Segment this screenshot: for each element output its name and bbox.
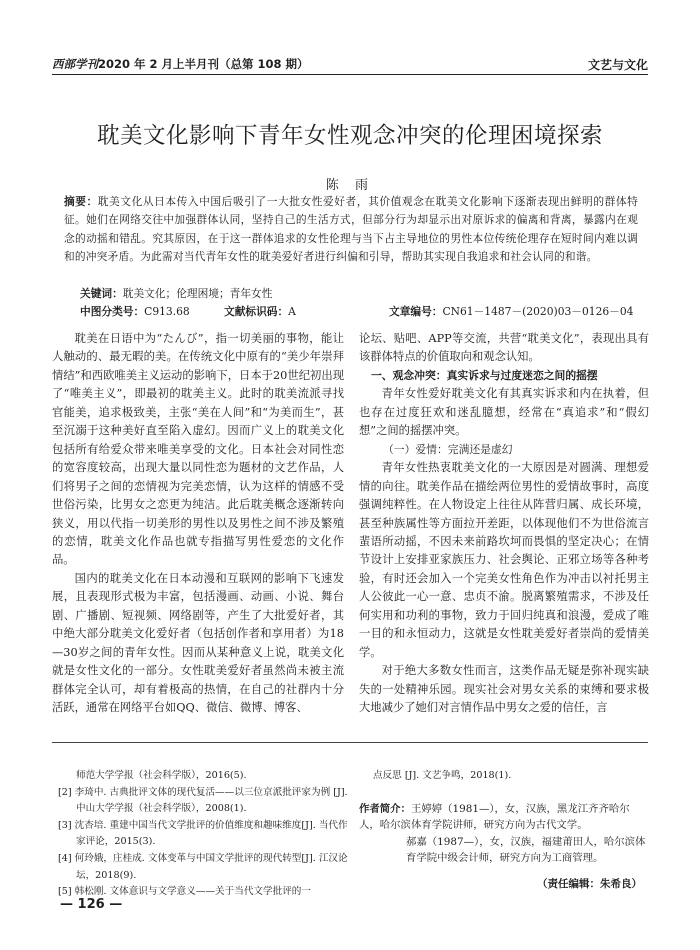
article-author: 陈 雨 — [325, 178, 375, 193]
clc-label: 中图分类号： — [80, 305, 145, 318]
keywords — [80, 286, 272, 301]
body-paragraph: 对于绝大多数女性而言，这类作品无疑是弥补现实缺失的一处精神乐园。现实社会对男女关系的束缚和要求极大地减少了她们对言情作品中男女之爱的信任，言 — [359, 664, 649, 715]
issue-info: 2020 年 2 月上半月刊（总第 108 期） — [98, 57, 309, 71]
article-no-value: CN61－1487－(2020)03－0126－04 — [442, 305, 634, 318]
body-paragraph: 耽美在日语中为“たんび”，指一切美丽的事物，能让人触动的、最无暇的美。在传统文化中原有的“美少年崇拜情结”和西欧唯美主义运动的影响下，日本于20世纪初出现了“唯美主义”，即最初的耽美主义。此时的耽美流派寻找官能美，追求极致美，主张“美在人间”和“为美而生”，甚至沉溺于这种美好直至陷入虚幻。因而广义上的耽美文化包括所有给爱众带来唯美享受的文化。日本社会对同性恋的宽容度较高，出现大量以同性恋为题材的文艺作品，人们将男子之间的恋情视为完美恋情，认为这样的情感不受世俗污染，比男女之恋更为纯洁。此后耽美概念逐渐转向狭义，用以代指一切美形的男性以及男性之间不涉及繁殖的恋情，耽美文化作品也就专指描写男性爱恋的文化作品。 — [52, 332, 344, 567]
clc-value: C913.68 — [144, 305, 190, 318]
bio-label: 作者简介： — [359, 803, 411, 815]
abstract-text: 耽美文化从日本传入中国后吸引了一大批女性爱好者，其价值观念在耽美文化影响下逐渐表现出鲜明的群体特征。她们在网络交往中加强群体认同，坚持自己的生活方式，但部分行为却显示出对原诉求的偏离和背离，暴露内在观念的动摇和错乱。究其原因，在于这一群体追求的女性伦理与当下占主导地位的男性本位传统伦理存在短时间内难以调和的冲突矛盾。为此需对当代青年女性的耽美爱好者进行纠偏和引导，帮助其实现自我追求和社会认同的和谐。 — [64, 195, 638, 264]
reference-item: [2] 李琦中. 古典批评文体的现代复活——以三位京派批评家为例 [J]. 中山大学学报（社会科学版），2008(1). — [58, 786, 348, 815]
running-header — [52, 56, 309, 72]
reference-item: [3] 沈杏培. 重建中国当代文学批评的价值维度和趣味维度[J]. 当代作家评论，2015(3). — [58, 819, 348, 848]
abstract — [64, 193, 638, 267]
responsible-editor: （责任编辑：朱希良） — [537, 878, 642, 890]
reference-item: [5] 韩松刚. 文体意识与文学意义——关于当代文学批评的一 — [58, 886, 311, 898]
doc-code-label: 文献标识码： — [224, 305, 289, 318]
reference-continuation: 点反思 [J]. 文艺争鸣，2018(1). — [373, 770, 512, 781]
header-rule — [52, 74, 648, 75]
document-code — [224, 304, 296, 319]
abstract-label: 摘要： — [64, 195, 98, 208]
clc-number — [80, 304, 190, 319]
section-heading: 一、观念冲突：真实诉求与过度迷恋之间的摇摆 — [371, 368, 598, 382]
bio-second-author: 郝嘉（1987—），女，汉族，福建莆田人，哈尔滨体育学院中级会计师，研究方向为工商管理。 — [406, 835, 646, 865]
author-bio — [359, 801, 649, 867]
page-number: — 126 — — [60, 897, 123, 912]
body-paragraph: 青年女性热衷耽美文化的一大原因是对圆满、理想爱情的向往。耽美作品在描绘两位男性的爱情故事时，高度强调纯粹性。在人物设定上往往从阵营归属、成长环境，甚至种族属性等方面拉开差距，以体现他们不为世俗流言蜚语所动摇，不因未来前路坎坷而畏惧的坚定决心；在情节设计上安排亚家族压力、社会舆论、正邪立场等各种考验，有时还会加入一个完美女性角色作为冲击以衬托男主人公彼此一心一意、忠贞不渝。脱离繁殖需求，不涉及任何实用和功利的事物，致力于回归纯真和浪漫，爱成了唯一目的和永恒动力，这就是女性耽美爱好者崇尚的爱情美学。 — [359, 461, 649, 659]
keywords-label: 关键词： — [80, 287, 123, 300]
body-right-column — [359, 330, 649, 718]
body-paragraph: 国内的耽美文化在日本动漫和互联网的影响下飞速发展，且表现形式极为丰富，包括漫画、动画、小说、舞台剧、广播剧、短视频、网络剧等，产生了大批爱好者，其中绝大部分耽美文化爱好者（包括创作者和享用者）为18—30岁之间的青年女性。因而从某种意义上说，耽美文化就是女性文化的一部分。女性耽美爱好者虽然尚未被主流群体完全认可，却有着极高的热情，在自己的社群内十分活跃，通常在网络平台如QQ、微信、微博、博客、 — [52, 571, 344, 715]
footnote-rule — [52, 742, 648, 743]
doc-code-value: A — [288, 305, 296, 318]
body-paragraph: 青年女性爱好耽美文化有其真实诉求和内在执着，但也存在过度狂欢和迷乱臆想，经常在“真追求”和“假幻想”之间的摇摆冲突。 — [359, 387, 649, 438]
reference-item: [4] 何玲娥，庄桂成. 文体变革与中国文学批评的现代转型[J]. 江汉论坛，2018(9). — [58, 852, 348, 881]
subsection-heading: （一）爱情：完满还是虚幻 — [383, 442, 513, 456]
article-number — [389, 304, 633, 319]
section-name: 文艺与文化 — [587, 58, 648, 72]
references-list — [52, 768, 352, 901]
journal-name: 西部学刊 — [52, 57, 98, 71]
article-title: 耽美文化影响下青年女性观念冲突的伦理困境探索 — [96, 123, 603, 149]
body-paragraph: 论坛、贴吧、APP等交流，共营“耽美文化”，表现出具有该群体特点的价值取向和观念认知。 — [359, 332, 649, 364]
keywords-text: 耽美文化；伦理困境；青年女性 — [122, 287, 273, 300]
reference-item: 师范大学学报（社会科学版），2016(5). — [76, 770, 247, 781]
body-left-column — [52, 330, 344, 718]
bio-first-author: 王婷婷（1981—），女，汉族，黑龙江齐齐哈尔人，哈尔滨体育学院讲师，研究方向为古代文学。 — [359, 803, 630, 832]
article-no-label: 文章编号： — [389, 305, 443, 318]
